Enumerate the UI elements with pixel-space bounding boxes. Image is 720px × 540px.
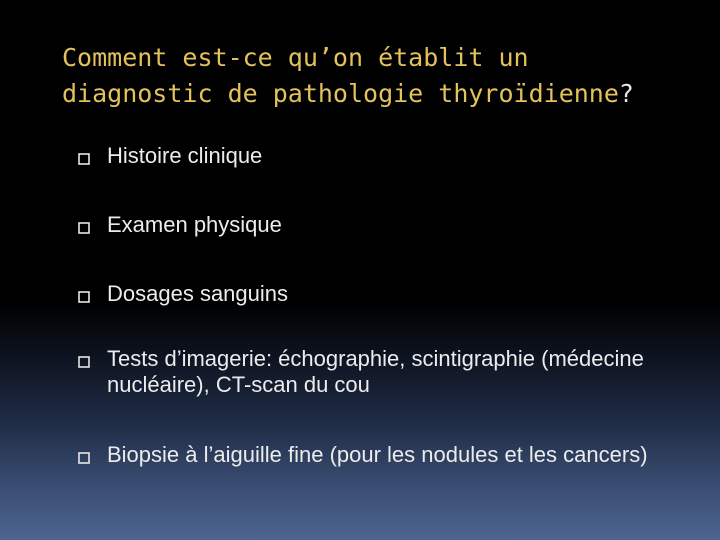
bullet-item: [78, 346, 698, 398]
square-bullet-icon: [78, 153, 90, 165]
bullet-item: [78, 281, 698, 307]
title-question-mark: ?: [618, 79, 634, 108]
bullet-text: Examen physique: [107, 212, 282, 237]
bullet-text: Biopsie à l’aiguille fine (pour les nodules et les cancers): [107, 442, 648, 467]
square-bullet-icon: [78, 291, 90, 303]
bullet-item: [78, 143, 698, 169]
square-bullet-icon: [78, 452, 90, 464]
bullet-item: [78, 212, 698, 238]
slide-title: [62, 40, 712, 112]
bullet-text: Histoire clinique: [107, 143, 263, 168]
bullet-text: Tests d’imagerie: échographie, scintigraphie (médecine nucléaire), CT-scan du cou: [107, 346, 644, 397]
slide-title-text: Comment est-ce qu’on établit un diagnostic de pathologie thyroïdienne: [62, 43, 619, 108]
bullet-text: Dosages sanguins: [107, 281, 289, 306]
bullet-item: [78, 442, 698, 468]
square-bullet-icon: [78, 356, 90, 368]
square-bullet-icon: [78, 222, 90, 234]
